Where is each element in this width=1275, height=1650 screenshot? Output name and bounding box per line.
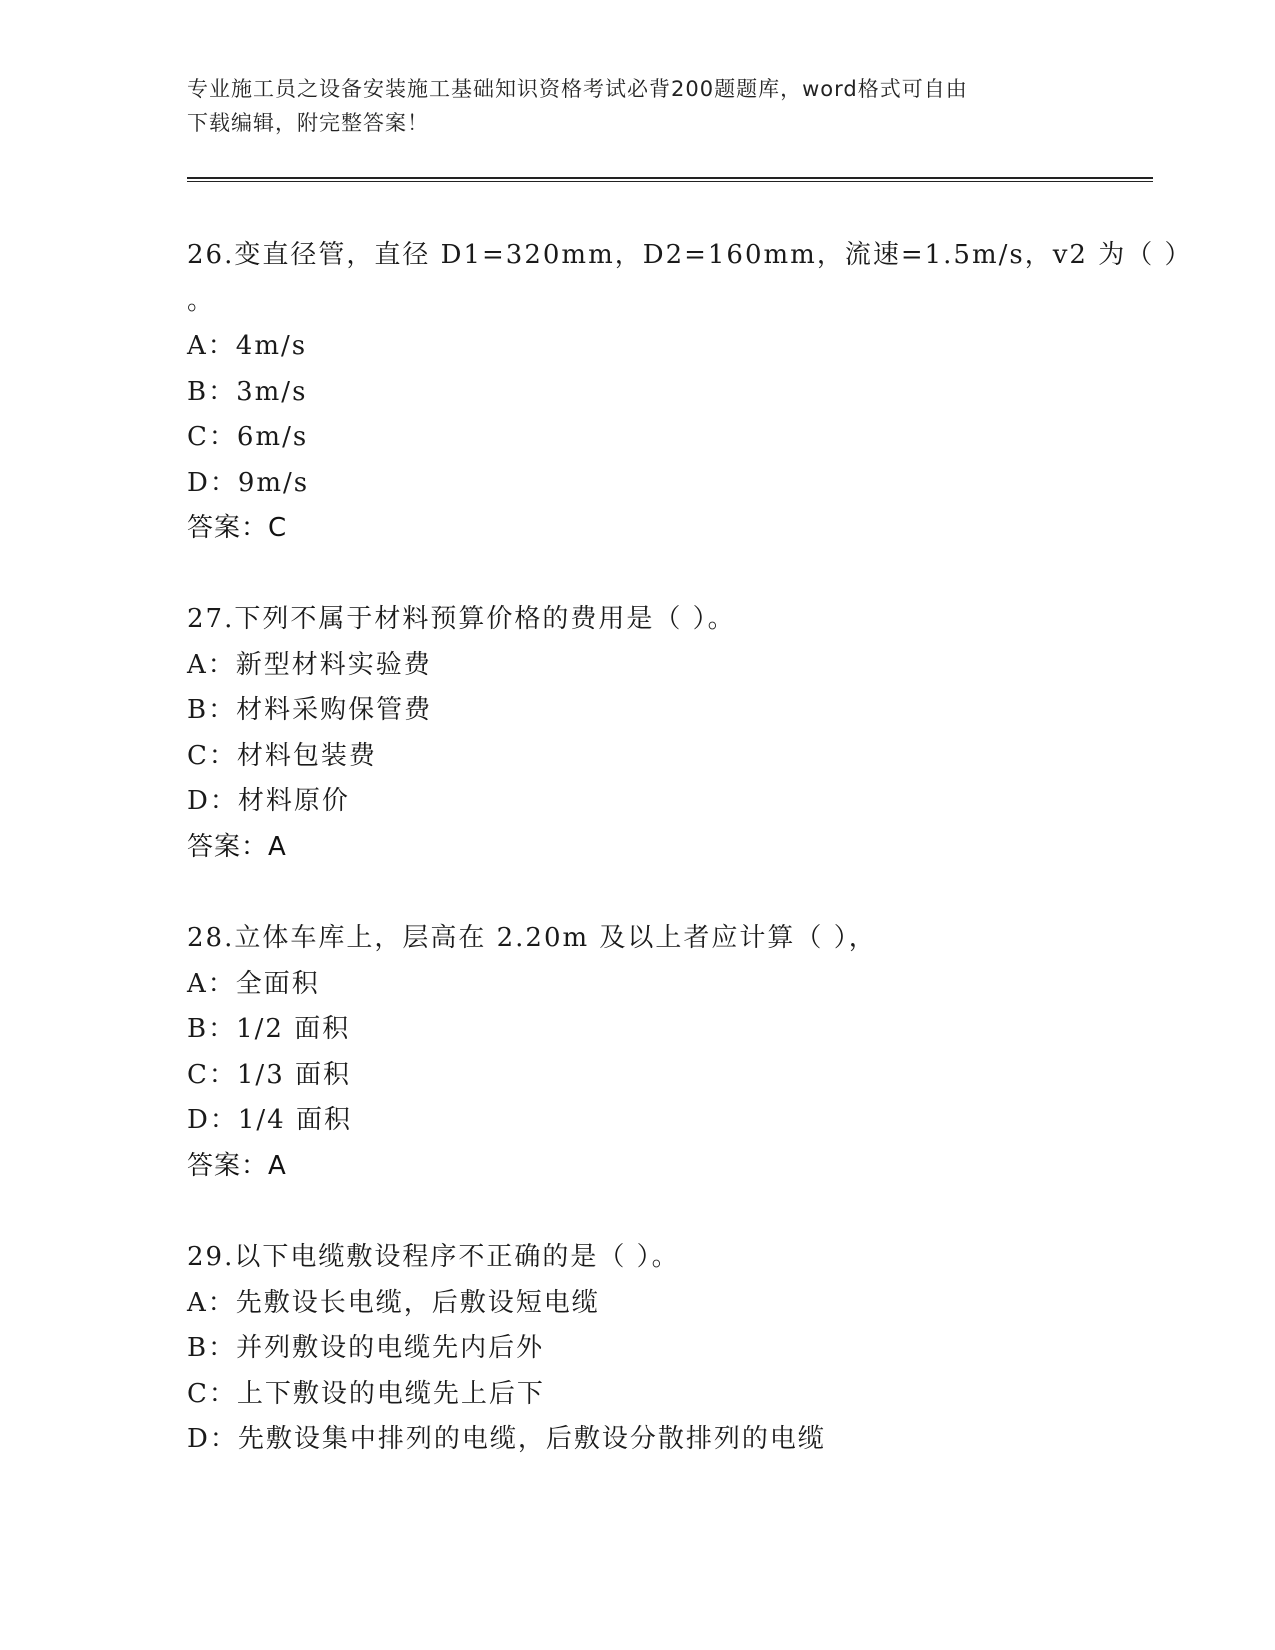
header-divider-thick	[187, 177, 1153, 179]
option-c: C：6m/s	[187, 422, 309, 452]
option-b: B：并列敷设的电缆先内后外	[187, 1333, 545, 1363]
header-divider-thin	[187, 181, 1153, 182]
option-a: A：4m/s	[187, 331, 308, 361]
question-stem: 26.变直径管，直径 D1=320mm，D2=160mm，流速=1.5m/s，v2 为（ ）	[187, 240, 1193, 270]
question-stem-continuation: 。	[187, 285, 214, 316]
question-29	[187, 1235, 1087, 1463]
question-27	[187, 597, 1087, 870]
option-a: A：全面积	[187, 968, 320, 999]
option-a: A：先敷设长电缆，后敷设短电缆	[187, 1287, 600, 1318]
question-stem: 27.下列不属于材料预算价格的费用是（ ）。	[187, 604, 736, 634]
option-d: D：先敷设集中排列的电缆，后敷设分散排列的电缆	[187, 1424, 826, 1454]
option-b: B：材料采购保管费	[187, 695, 433, 725]
question-stem: 28.立体车库上，层高在 2.20m 及以上者应计算（ ），	[187, 923, 877, 953]
question-stem: 29.以下电缆敷设程序不正确的是（ ）。	[187, 1242, 680, 1272]
option-a: A：新型材料实验费	[187, 649, 432, 680]
option-d: D：1/4 面积	[187, 1105, 352, 1135]
option-d: D：材料原价	[187, 786, 350, 816]
option-c: C：材料包装费	[187, 740, 377, 771]
header-title-line-2: 下载编辑，附完整答案！	[187, 111, 429, 135]
option-b: B：1/2 面积	[187, 1014, 351, 1044]
answer: 答案：A	[187, 1150, 287, 1181]
header-title-line-1: 专业施工员之设备安装施工基础知识资格考试必背200题题库，word格式可自由	[187, 77, 968, 101]
option-d: D：9m/s	[187, 467, 310, 498]
option-b: B：3m/s	[187, 376, 308, 407]
option-c: C：上下敷设的电缆先上后下	[187, 1378, 545, 1409]
document-header	[187, 72, 1087, 140]
answer: 答案：C	[187, 513, 288, 543]
question-28	[187, 916, 1087, 1189]
question-26	[187, 233, 1193, 552]
option-c: C：1/3 面积	[187, 1059, 352, 1090]
answer: 答案：A	[187, 831, 287, 862]
